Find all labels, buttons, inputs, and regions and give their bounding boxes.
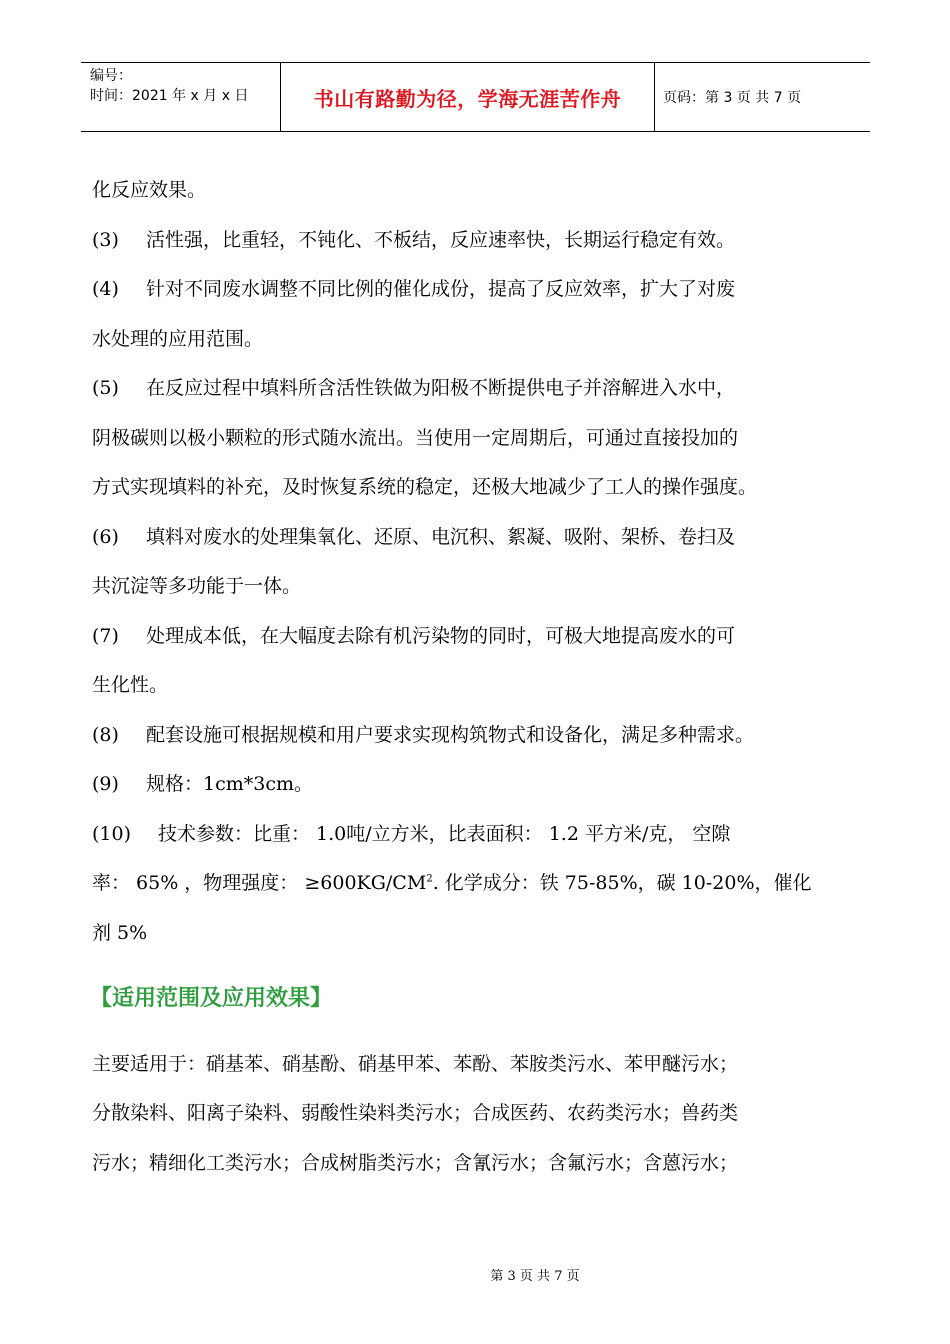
header-motto: 书山有路勤为径，学海无涯苦作舟 [281, 63, 655, 131]
spec-text: . 化学成分：铁 75-85%，碳 10-20%，催化 [432, 872, 812, 894]
list-item-6 [92, 513, 867, 563]
list-text: 活性强，比重轻，不钝化、不板结，反应速率快，长期运行稳定有效。 [146, 228, 736, 251]
list-item-9 [92, 760, 867, 810]
list-item-10 [92, 810, 867, 860]
list-item-8 [92, 711, 867, 761]
list-number: (4) [92, 278, 119, 300]
list-item-10-cont1 [92, 859, 867, 909]
header-meta [81, 63, 281, 131]
spec-text: 率： 65% ，物理强度： ≥600KG/CM [92, 872, 427, 894]
section-heading: 【适用范围及应用效果】 [90, 986, 333, 1011]
list-item-5 [92, 364, 867, 414]
list-item-5-cont1: 阴极碳则以极小颗粒的形式随水流出。当使用一定周期后，可通过直接投加的 [92, 426, 739, 449]
list-text: 在反应过程中填料所含活性铁做为阳极不断提供电子并溶解进入水中， [146, 377, 736, 399]
document-number: 编号： [90, 68, 132, 84]
list-number: (6) [92, 525, 119, 548]
list-item-7 [92, 612, 867, 662]
list-number: (8) [92, 723, 119, 746]
superscript: 2 [426, 873, 433, 885]
list-text: 技术参数：比重： 1.0吨/立方米，比表面积： 1.2 平方米/克， 空隙 [158, 822, 731, 845]
document-body [92, 166, 867, 1188]
list-item-6-cont: 共沉淀等多功能于一体。 [92, 575, 302, 597]
page-header [81, 62, 870, 132]
list-number: (7) [92, 624, 119, 647]
list-item-7-cont: 生化性。 [92, 674, 169, 696]
list-text: 填料对废水的处理集氧化、还原、电沉积、絮凝、吸附、架桥、卷扫及 [146, 525, 736, 548]
paragraph-line: 化反应效果。 [92, 179, 207, 201]
list-item-5-cont2: 方式实现填料的补充，及时恢复系统的稳定，还极大地减少了工人的操作强度。 [92, 476, 758, 498]
paragraph-line: 分散染料、阳离子染料、弱酸性染料类污水；合成医药、农药类污水；兽药类 [92, 1102, 739, 1124]
list-item-4-cont: 水处理的应用范围。 [92, 327, 264, 350]
paragraph-line: 主要适用于：硝基苯、硝基酚、硝基甲苯、苯酚、苯胺类污水、苯甲醚污水； [92, 1052, 739, 1075]
header-page-info: 页码：第 3 页 共 7 页 [663, 90, 802, 106]
paragraph-line: 污水；精细化工类污水；合成树脂类污水；含氰污水；含氟污水；含蒽污水； [92, 1151, 739, 1174]
page-footer: 第 3 页 共 7 页 [490, 1269, 580, 1284]
list-text: 配套设施可根据规模和用户要求实现构筑物式和设备化，满足多种需求。 [146, 723, 755, 746]
list-item-3 [92, 216, 867, 266]
list-number: (3) [92, 228, 119, 251]
list-item-10-cont2: 剂 5% [92, 921, 148, 944]
list-number: (9) [92, 773, 119, 795]
list-text: 规格：1cm*3cm。 [146, 773, 313, 795]
list-number: (5) [92, 377, 119, 399]
list-text: 处理成本低，在大幅度去除有机污染物的同时，可极大地提高废水的可 [146, 624, 736, 647]
list-item-4 [92, 265, 867, 315]
list-text: 针对不同废水调整不同比例的催化成份，提高了反应效率，扩大了对废 [146, 278, 736, 300]
list-number: (10) [92, 822, 132, 845]
document-date: 时间：2021 年 x 月 x 日 [90, 88, 249, 104]
